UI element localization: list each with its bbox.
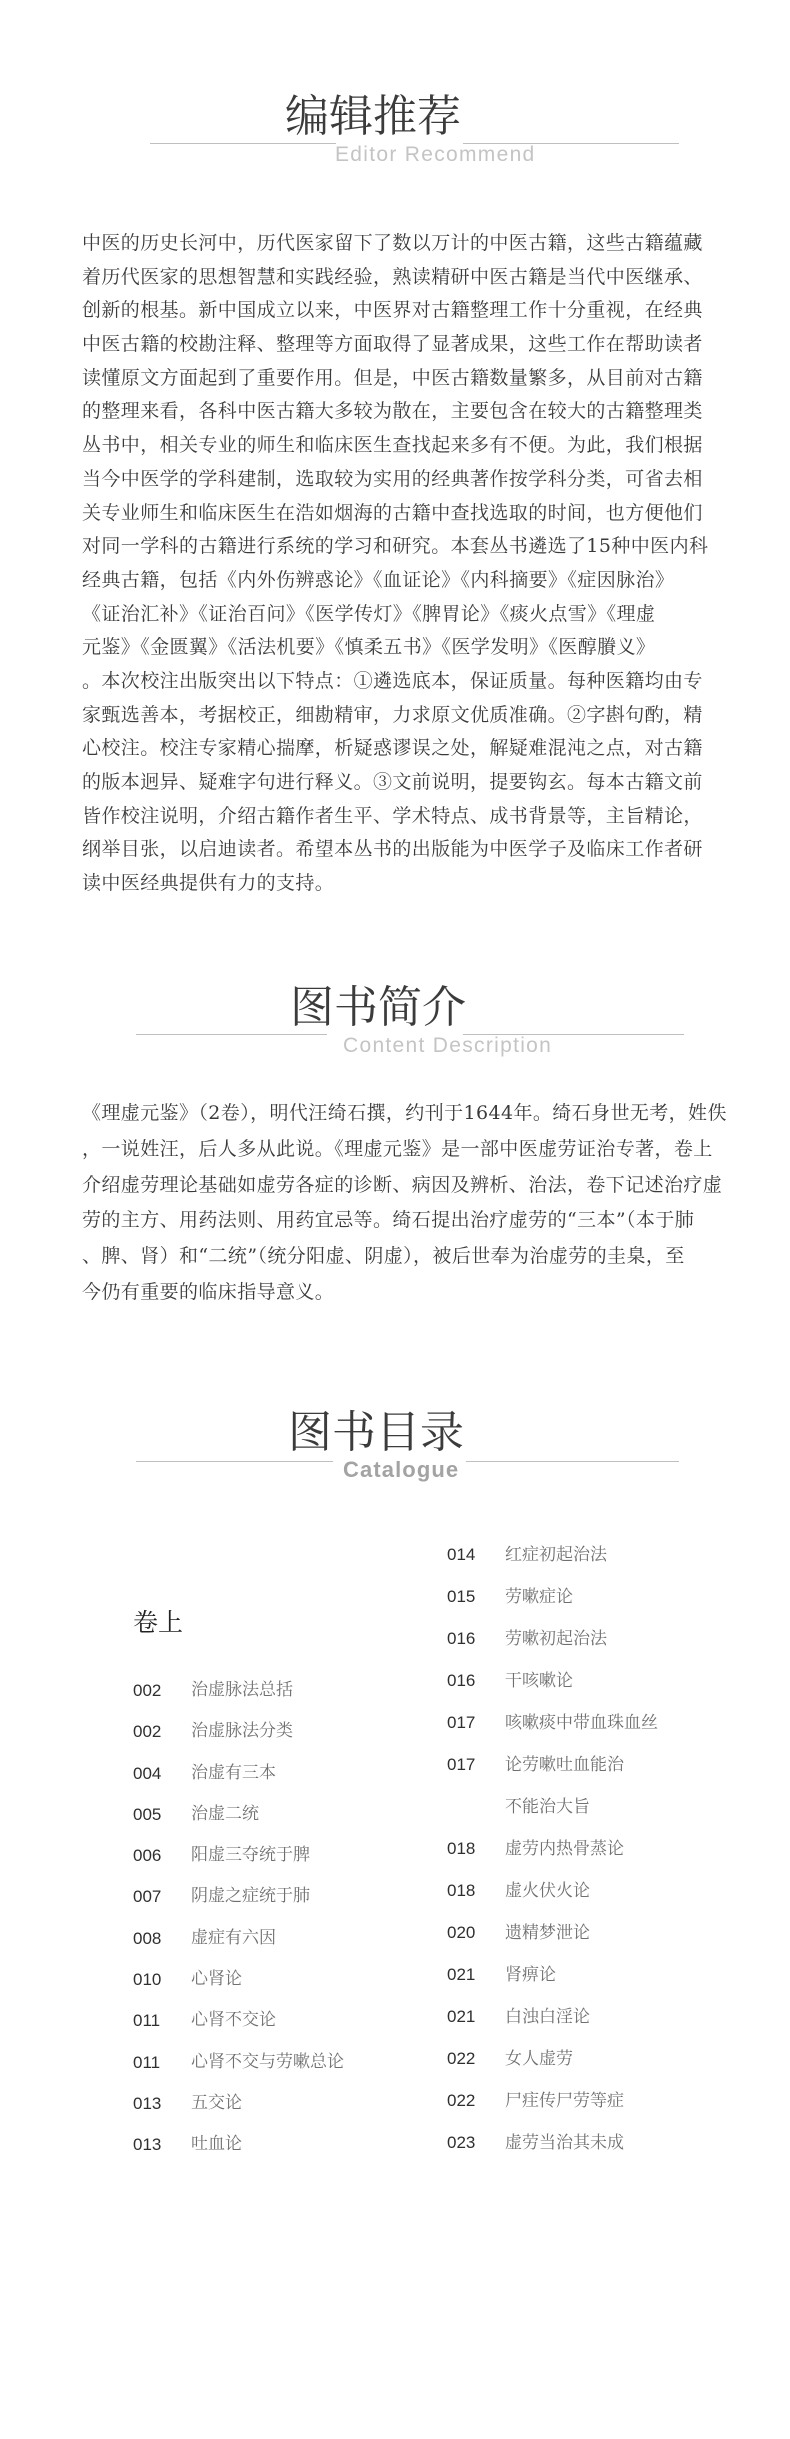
toc-chapter-title: 尸疰传尸劳等症 <box>505 2091 624 2111</box>
toc-page-number: 020 <box>447 1923 476 1942</box>
toc-item <box>133 1711 433 1752</box>
toc-item <box>133 1794 433 1835</box>
toc-page-number: 018 <box>447 1881 476 1900</box>
toc-page-number: 018 <box>447 1839 476 1858</box>
paragraph-line: 着历代医家的思想智慧和实践经验，熟读精研中医古籍是当代中医继承、 <box>82 265 703 288</box>
toc-item <box>447 1618 747 1660</box>
paragraph-line: 纲举目张，以启迪读者。希望本丛书的出版能为中医学子及临床工作者研 <box>82 838 703 861</box>
toc-item <box>133 1835 433 1876</box>
paragraph-line: 中医的历史长河中，历代医家留下了数以万计的中医古籍，这些古籍蕴藏 <box>82 232 703 254</box>
section-header-editor-recommend <box>0 91 790 175</box>
toc-page-number: 007 <box>133 1887 162 1907</box>
toc-page-number: 016 <box>447 1629 476 1648</box>
paragraph-line: 元鉴》《金匮翼》《活法机要》《慎柔五书》《医学发明》《医醇賸义》 <box>82 636 656 659</box>
toc-item <box>133 2042 433 2083</box>
paragraph-line: ，一说姓汪，后人多从此说。《理虚元鉴》是一部中医虚劳证治专著，卷上 <box>82 1137 713 1160</box>
paragraph-line: 丛书中，相关专业的师生和临床医生查找起来多有不便。为此，我们根据 <box>82 434 703 457</box>
section-header-catalogue <box>0 1407 790 1491</box>
toc-page-number: 011 <box>133 2052 161 2072</box>
section-subtitle: Content Description <box>343 1034 553 1057</box>
section-title: 编辑推荐 <box>285 91 461 142</box>
divider-right <box>466 1461 679 1462</box>
toc-chapter-title: 阳虚三夺统于脾 <box>191 1845 310 1866</box>
toc-chapter-title: 论劳嗽吐血能治 <box>505 1755 624 1775</box>
toc-page-number: 010 <box>133 1970 162 1990</box>
toc-chapter-title: 遗精梦泄论 <box>505 1923 590 1943</box>
paragraph-line: 心校注。校注专家精心揣摩，析疑惑谬误之处，解疑难混沌之点，对古籍 <box>82 737 703 760</box>
toc-chapter-title: 治虚有三本 <box>191 1762 276 1783</box>
toc-chapter-title: 劳嗽症论 <box>505 1587 573 1607</box>
toc-page-number: 014 <box>447 1545 476 1564</box>
toc-page-number: 015 <box>447 1587 476 1606</box>
toc-page-number: 022 <box>447 2049 476 2068</box>
toc-chapter-title: 虚劳当治其未成 <box>505 2133 624 2153</box>
toc-item <box>447 1534 747 1576</box>
paragraph-line: 家甄选善本，考据校正，细勘精审，力求原文优质准确。②字斟句酌，精 <box>82 703 703 726</box>
toc-chapter-title: 红症初起治法 <box>505 1545 607 1565</box>
section-title: 图书简介 <box>290 982 466 1033</box>
toc-item <box>133 1959 433 2000</box>
toc-page-number: 002 <box>133 1681 162 1700</box>
toc-page-number: 017 <box>447 1755 476 1774</box>
toc-item <box>133 2083 433 2124</box>
toc-page-number: 013 <box>133 2093 162 2113</box>
toc-item <box>447 1912 747 1954</box>
toc-item <box>447 1744 747 1786</box>
editor-recommend-paragraph <box>82 227 762 901</box>
toc-item <box>447 1660 747 1702</box>
toc-chapter-title: 心肾不交论 <box>191 2010 276 2031</box>
divider-left <box>150 143 336 144</box>
paragraph-line: 今仍有重要的临床指导意义。 <box>82 1280 335 1303</box>
toc-chapter-title: 心肾论 <box>191 1969 242 1990</box>
toc-chapter-title: 治虚脉法分类 <box>191 1721 293 1742</box>
toc-page-number: 022 <box>447 2091 476 2110</box>
paragraph-line: 创新的根基。新中国成立以来，中医界对古籍整理工作十分重视，在经典 <box>82 299 703 322</box>
toc-page-number: 017 <box>447 1713 476 1732</box>
section-subtitle: Editor Recommend <box>335 143 536 166</box>
toc-chapter-title: 吐血论 <box>191 2134 242 2155</box>
toc-chapter-title: 虚劳内热骨蒸论 <box>505 1839 624 1859</box>
toc-item <box>447 2038 747 2080</box>
section-subtitle: Catalogue <box>343 1457 460 1482</box>
toc-chapter-title: 虚症有六因 <box>191 1927 276 1948</box>
toc-item <box>133 1670 433 1711</box>
toc-chapter-title: 白浊白淫论 <box>505 2007 590 2027</box>
paragraph-line: 、脾、肾）和“二统”（统分阳虚、阴虚），被后世奉为治虚劳的圭臬，至 <box>82 1245 685 1268</box>
section-title: 图书目录 <box>288 1407 464 1458</box>
toc-chapter-title: 女人虚劳 <box>505 2049 573 2069</box>
toc-page-number: 008 <box>133 1928 162 1948</box>
toc-page-number: 006 <box>133 1846 162 1866</box>
toc-chapter-title: 干咳嗽论 <box>505 1671 573 1691</box>
toc-chapter-title: 咳嗽痰中带血珠血丝 <box>505 1713 658 1733</box>
toc-page-number: 002 <box>133 1722 162 1742</box>
paragraph-line: 《证治汇补》《证治百问》《医学传灯》《脾胃论》《痰火点雪》《理虚 <box>82 602 656 625</box>
toc-page-number: 021 <box>447 2007 476 2026</box>
toc-page-number: 021 <box>447 1965 476 1984</box>
toc-item-continuation <box>447 1786 747 1828</box>
toc-item <box>133 1918 433 1959</box>
toc-item <box>447 1576 747 1618</box>
toc-item <box>133 1753 433 1794</box>
paragraph-line: 的版本迥异、疑难字句进行释义。③文前说明，提要钩玄。每本古籍文前 <box>82 771 703 793</box>
paragraph-line: 读中医经典提供有力的支持。 <box>82 872 335 895</box>
paragraph-line: 关专业师生和临床医生在浩如烟海的古籍中查找选取的时间，也方便他们 <box>82 501 703 524</box>
section-header-content-description <box>0 982 790 1066</box>
toc-chapter-title: 阴虚之症统于肺 <box>191 1886 310 1907</box>
toc-chapter-title: 治虚二统 <box>191 1803 259 1824</box>
toc-chapter-title-continued: 不能治大旨 <box>505 1797 590 1817</box>
paragraph-line: 。本次校注出版突出以下特点：①遴选底本，保证质量。每种医籍均由专 <box>82 669 703 692</box>
toc-chapter-title: 五交论 <box>191 2092 242 2113</box>
divider-left <box>136 1461 333 1462</box>
toc-chapter-title: 劳嗽初起治法 <box>505 1629 607 1649</box>
toc-item <box>447 1870 747 1912</box>
toc-item <box>447 1996 747 2038</box>
toc-item <box>133 2124 433 2165</box>
toc-chapter-title: 肾痹论 <box>505 1965 556 1985</box>
toc-page-number: 004 <box>133 1763 162 1783</box>
paragraph-line: 读懂原文方面起到了重要作用。但是，中医古籍数量繁多，从目前对古籍 <box>82 366 703 389</box>
paragraph-line: 经典古籍，包括《内外伤辨惑论》《血证论》《内科摘要》《症因脉治》 <box>82 568 675 591</box>
paragraph-line: 中医古籍的校勘注释、整理等方面取得了显著成果，这些工作在帮助读者 <box>82 333 703 356</box>
volume-label: 卷上 <box>133 1608 184 1637</box>
toc-item <box>133 2000 433 2041</box>
paragraph-line: 皆作校注说明，介绍古籍作者生平、学术特点、成书背景等，主旨精论， <box>82 804 703 827</box>
toc-page-number: 011 <box>133 2011 161 2031</box>
paragraph-line: 《理虚元鉴》（2卷），明代汪绮石撰，约刊于1644年。绮石身世无考，姓佚 <box>82 1102 727 1124</box>
toc-chapter-title: 心肾不交与劳嗽总论 <box>191 2051 344 2072</box>
paragraph-line: 劳的主方、用药法则、用药宜忌等。绮石提出治疗虚劳的“三本”（本于肺 <box>82 1209 695 1232</box>
toc-chapter-title: 虚火伏火论 <box>505 1881 590 1901</box>
paragraph-line: 当今中医学的学科建制，选取较为实用的经典著作按学科分类，可省去相 <box>82 467 703 490</box>
toc-page-number: 023 <box>447 2133 476 2152</box>
toc-item <box>447 1702 747 1744</box>
toc-item <box>447 2122 747 2164</box>
catalogue-column-right <box>447 1534 747 2164</box>
toc-item <box>447 1828 747 1870</box>
toc-item <box>447 2080 747 2122</box>
toc-chapter-title: 治虚脉法总括 <box>191 1680 293 1700</box>
toc-page-number: 005 <box>133 1804 162 1824</box>
toc-item <box>133 1876 433 1917</box>
paragraph-line: 对同一学科的古籍进行系统的学习和研究。本套丛书遴选了15种中医内科 <box>82 535 709 558</box>
catalogue-column-left <box>133 1670 433 2166</box>
toc-page-number: 016 <box>447 1671 476 1690</box>
divider-left <box>136 1034 327 1035</box>
paragraph-line: 的整理来看，各科中医古籍大多较为散在，主要包含在较大的古籍整理类 <box>82 400 703 423</box>
paragraph-line: 介绍虚劳理论基础如虚劳各症的诊断、病因及辨析、治法，卷下记述治疗虚 <box>82 1173 723 1196</box>
toc-item <box>447 1954 747 1996</box>
content-description-paragraph <box>82 1096 762 1311</box>
toc-page-number: 013 <box>133 2135 162 2155</box>
